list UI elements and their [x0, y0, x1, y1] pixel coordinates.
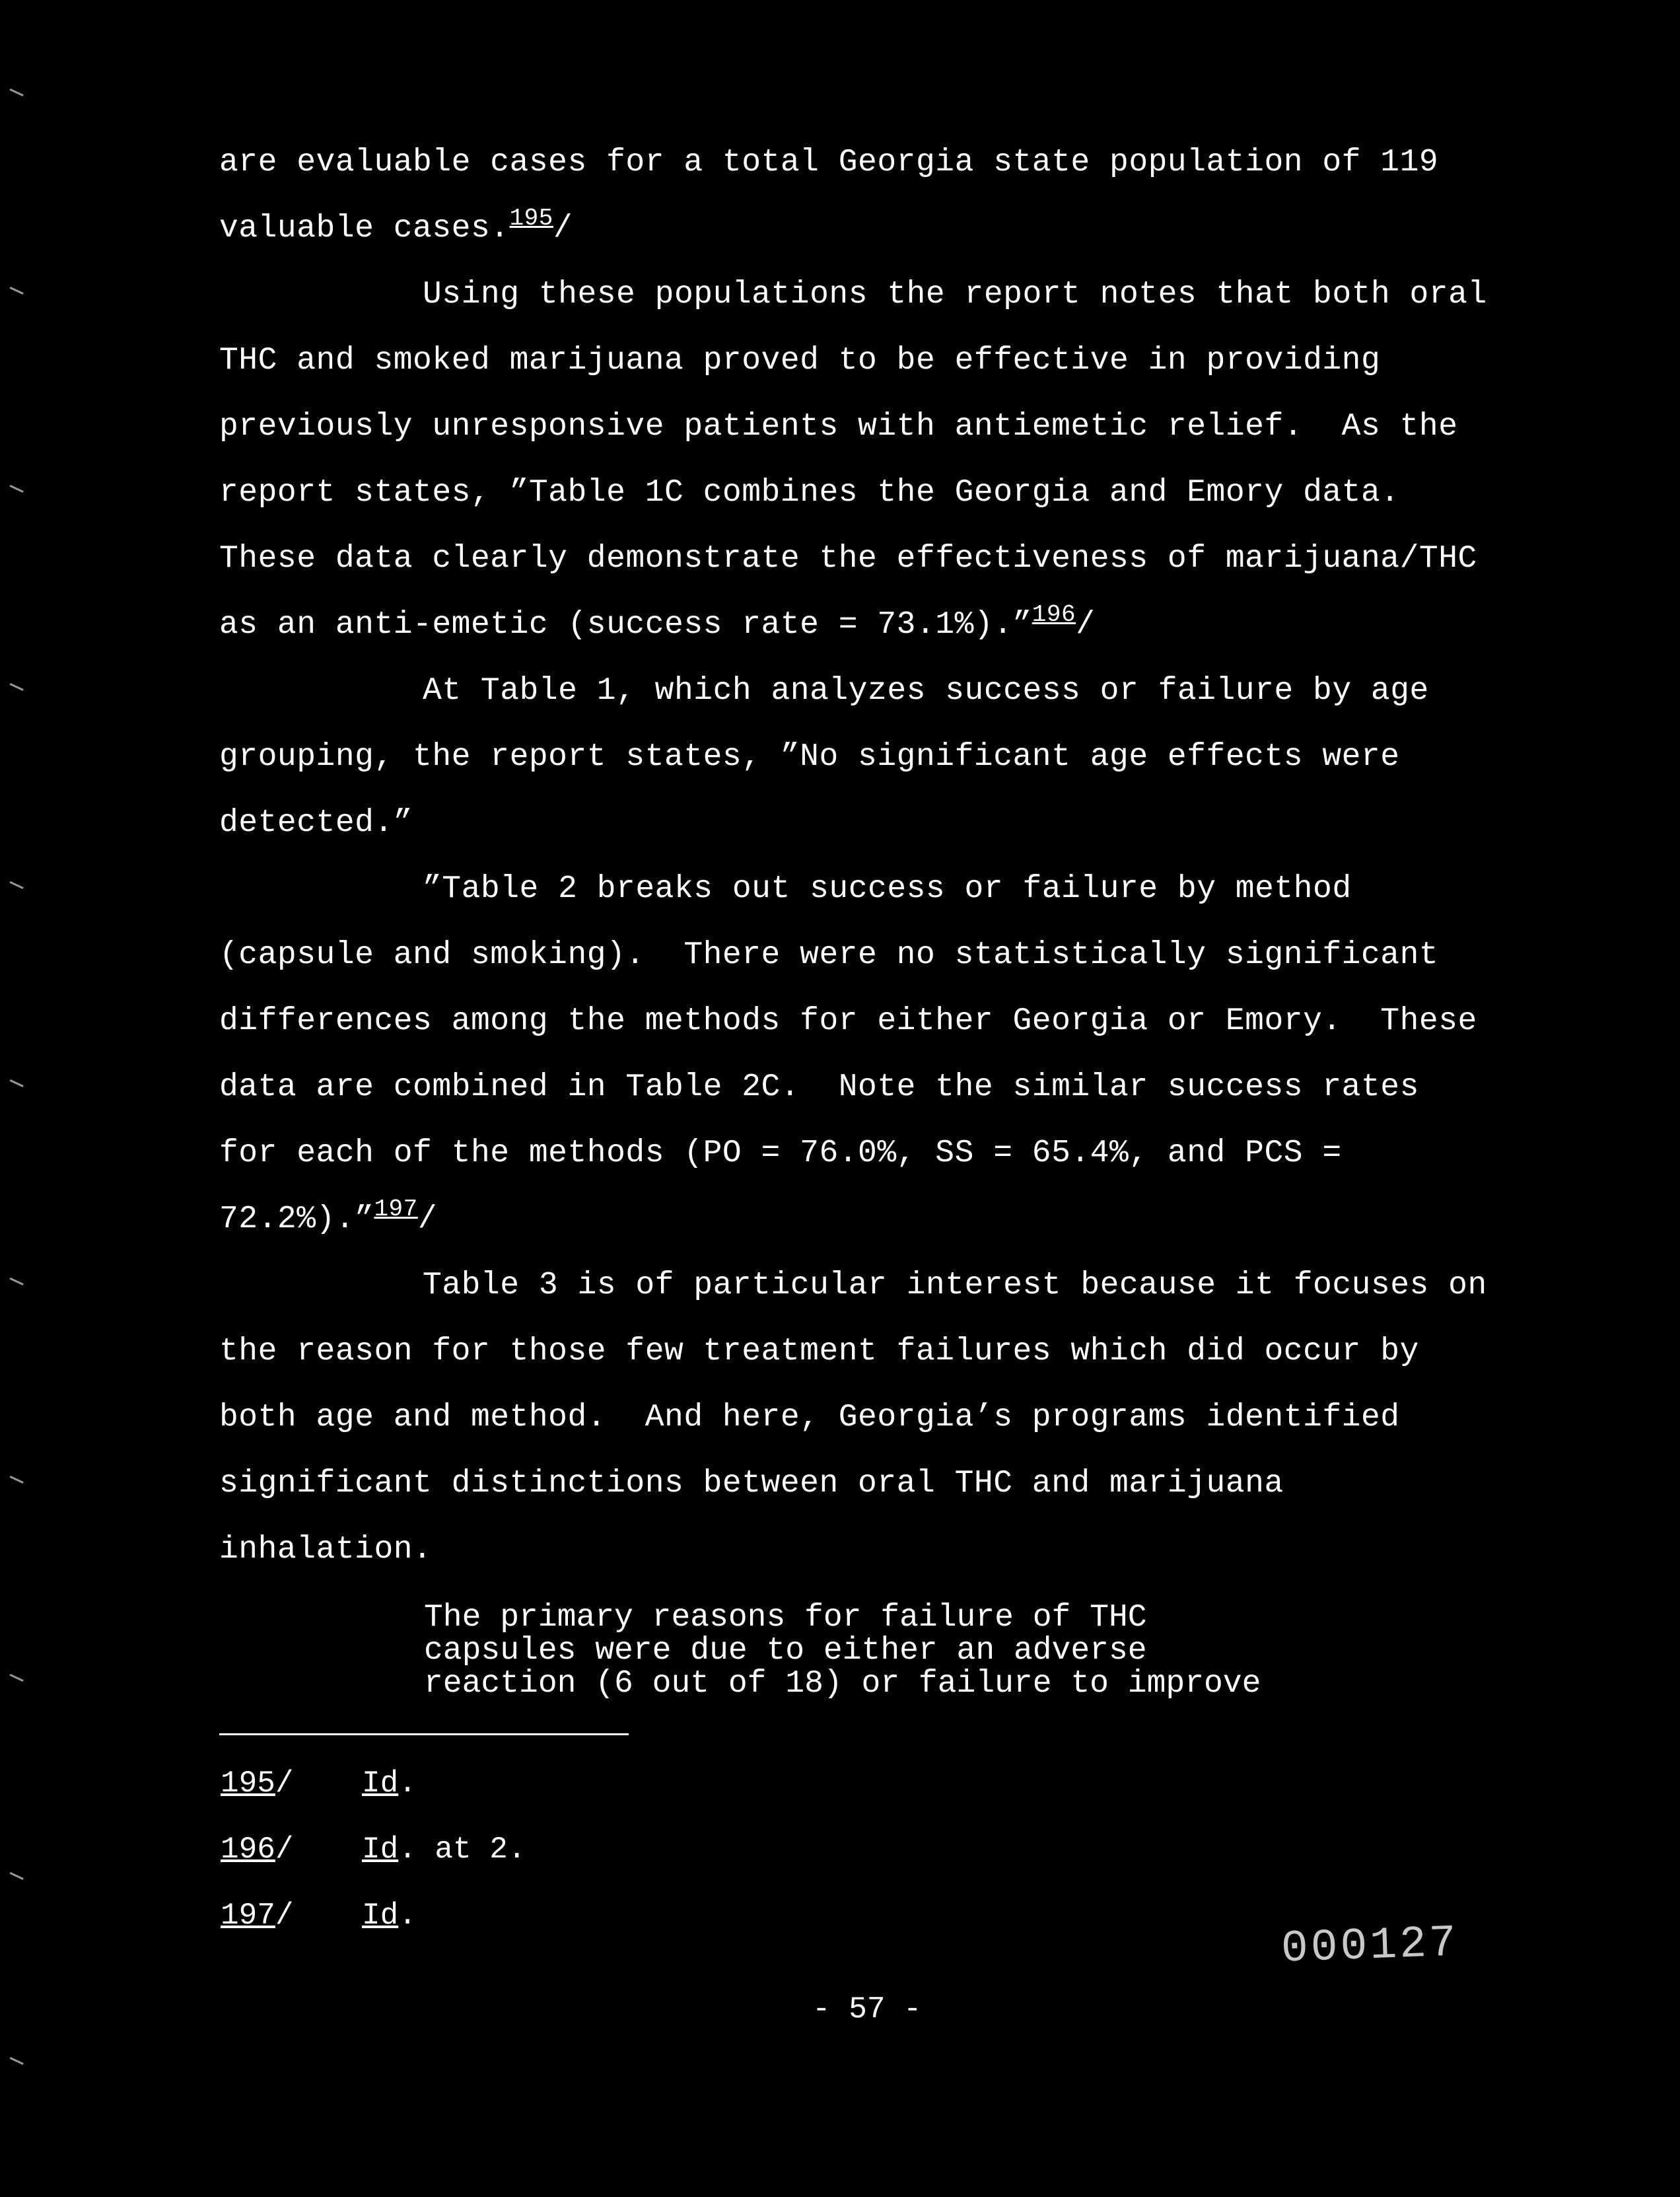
body-line: significant distinctions between oral THC and marijuana — [219, 1466, 1284, 1501]
scan-mark — [7, 1674, 23, 1688]
body-line: ”Table 2 breaks out success or failure by method — [423, 871, 1352, 907]
scan-mark — [7, 1476, 23, 1490]
body-line: as an anti-emetic (success rate = 73.1%).”$^{196}$/ — [219, 601, 1096, 643]
scan-mark — [7, 1278, 23, 1291]
footnote-number: 197/ — [221, 1898, 294, 1933]
block-quote-line: The primary reasons for failure of THC — [424, 1600, 1147, 1636]
footnote-ref-197: 197 — [374, 1196, 418, 1223]
body-line: previously unresponsive patients with antiemetic relief. As the — [219, 409, 1458, 445]
body-line: Table 3 is of particular interest because it focuses on — [423, 1268, 1487, 1303]
body-line: (capsule and smoking). There were no statistically significant — [219, 937, 1439, 973]
footnote-number: 195/ — [221, 1766, 294, 1801]
body-line: THC and smoked marijuana proved to be effective in providing — [219, 343, 1381, 378]
body-line: valuable cases.$^{195}$/ — [219, 205, 573, 246]
body-line: the reason for those few treatment failures which did occur by — [219, 1334, 1419, 1369]
body-line: differences among the methods for either Georgia or Emory. These — [219, 1003, 1477, 1039]
body-line: detected.” — [219, 805, 413, 841]
block-quote-line: capsules were due to either an adverse — [424, 1633, 1147, 1669]
body-line: 72.2%).”$^{197}$/ — [219, 1196, 438, 1237]
scan-mark — [7, 1872, 23, 1886]
body-line: Using these populations the report notes that both oral — [423, 277, 1487, 312]
footnote-ref-195: 195 — [509, 205, 553, 232]
footnote-text: Id. — [362, 1898, 417, 1933]
footnote-ref-196: 196 — [1032, 601, 1076, 628]
footnote-number: 196/ — [221, 1832, 294, 1867]
scan-mark — [7, 287, 23, 301]
body-line: for each of the methods (PO = 76.0%, SS = 65.4%, and PCS = — [219, 1135, 1342, 1171]
body-line: both age and method. And here, Georgia’s programs identified — [219, 1400, 1400, 1435]
bates-stamp: 000127 — [1280, 1918, 1460, 1975]
page-number: - 57 - — [812, 1992, 922, 2027]
body-line: At Table 1, which analyzes success or failure by age — [423, 673, 1429, 709]
scan-mark — [7, 1079, 23, 1093]
scan-mark — [7, 881, 23, 895]
body-line: inhalation. — [219, 1532, 433, 1567]
scan-mark — [7, 485, 23, 499]
footnote-text: Id. — [362, 1766, 417, 1801]
scan-mark — [7, 2057, 23, 2071]
scan-mark — [7, 89, 23, 102]
block-quote-line: reaction (6 out of 18) or failure to improve — [424, 1666, 1261, 1702]
body-line: grouping, the report states, ”No significant age effects were — [219, 739, 1400, 775]
body-line: report states, ”Table 1C combines the Georgia and Emory data. — [219, 475, 1400, 511]
footnote-separator — [219, 1733, 629, 1735]
body-line: These data clearly demonstrate the effectiveness of marijuana/THC — [219, 541, 1477, 577]
scan-mark — [7, 683, 23, 697]
body-line: are evaluable cases for a total Georgia state population of 119 — [219, 145, 1439, 180]
footnote-text: Id. at 2. — [362, 1832, 526, 1867]
body-line: data are combined in Table 2C. Note the similar success rates — [219, 1069, 1419, 1105]
